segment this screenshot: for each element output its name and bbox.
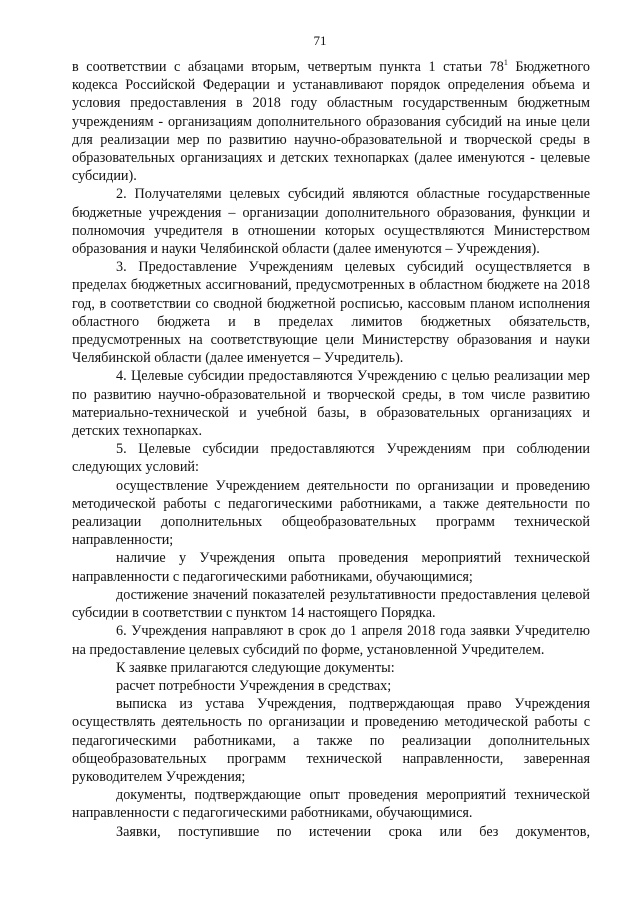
paragraph-5: 5. Целевые субсидии предоставляются Учреждениям при соблюдении следующих условий: xyxy=(72,441,590,476)
page-number: 71 xyxy=(313,33,327,48)
document-item-2: выписка из устава Учреждения, подтверждающая право Учреждения осуществлять деятельность по организации и проведению методической работы с педагогическими работниками, а также по реализации дополнительных общеобразовательных программ технической направленности, заверенная руководителем Учреждения; xyxy=(72,696,590,785)
paragraph-continued: Заявки, поступившие по истечении срока или без документов, xyxy=(116,823,590,840)
document-item-1: расчет потребности Учреждения в средствах; xyxy=(116,677,392,694)
paragraph-1-text-start: в соответствии с абзацами вторым, четвертым пункта 1 статьи 78 xyxy=(72,59,504,75)
paragraph-6: 6. Учреждения направляют в срок до 1 апреля 2018 года заявки Учредителю на предоставление целевых субсидий по форме, установленной Учредителем. xyxy=(72,623,590,658)
document-item-3: документы, подтверждающие опыт проведения мероприятий технической направленности с педагогическими работниками, обучающимися. xyxy=(72,787,590,822)
condition-item-3: достижение значений показателей результативности предоставления целевой субсидии в соответствии с пунктом 14 настоящего Порядка. xyxy=(72,586,590,622)
paragraph-4: 4. Целевые субсидии предоставляются Учреждению с целью реализации мер по развитию научно-образовательной и творческой среды, в том числе развитию материально-технической и учебной базы, в образовательных организациях и детских технопарках. xyxy=(72,368,590,440)
document-body xyxy=(72,58,590,841)
paragraph-1 xyxy=(72,58,590,185)
condition-item-2: наличие у Учреждения опыта проведения мероприятий технической направленности с педагогическими работниками, обучающимися; xyxy=(72,550,590,585)
condition-item-1: осуществление Учреждением деятельности по организации и проведению методической работы с педагогическими работниками, а также деятельности по реализации дополнительных общеобразовательных программ технической направленности; xyxy=(72,477,590,549)
documents-intro: К заявке прилагаются следующие документы: xyxy=(116,659,395,676)
paragraph-2: 2. Получателями целевых субсидий являются областные государственные бюджетные учреждения – организации дополнительного образования, функции и полномочия учредителя в отношении которых осуществляются Министерством образования и науки Челябинской области (далее именуются – Учреждения). xyxy=(72,186,590,258)
footnote-superscript: 1 xyxy=(503,58,508,67)
paragraph-1-text-end: Бюджетного кодекса Российской Федерации и устанавливают порядок определения объема и условия предоставления в 2018 году областным государственным бюджетным учреждениям - организациям дополнительного образования субсидий на иные цели для реализации мер по развитию научно-образовательной и творческой среды в образовательных организациях и детских технопарках (далее именуются - целевые субсидии). xyxy=(72,59,590,185)
paragraph-3: 3. Предоставление Учреждениям целевых субсидий осуществляется в пределах бюджетных ассигнований, предусмотренных в областном бюджете на 2018 год, в соответствии со сводной бюджетной росписью, кассовым планом исполнения областного бюджета и в пределах лимитов бюджетных обязательств, предусмотренных на соответствующие цели Министерству образования и науки Челябинской области (далее именуется – Учредитель). xyxy=(72,259,590,367)
